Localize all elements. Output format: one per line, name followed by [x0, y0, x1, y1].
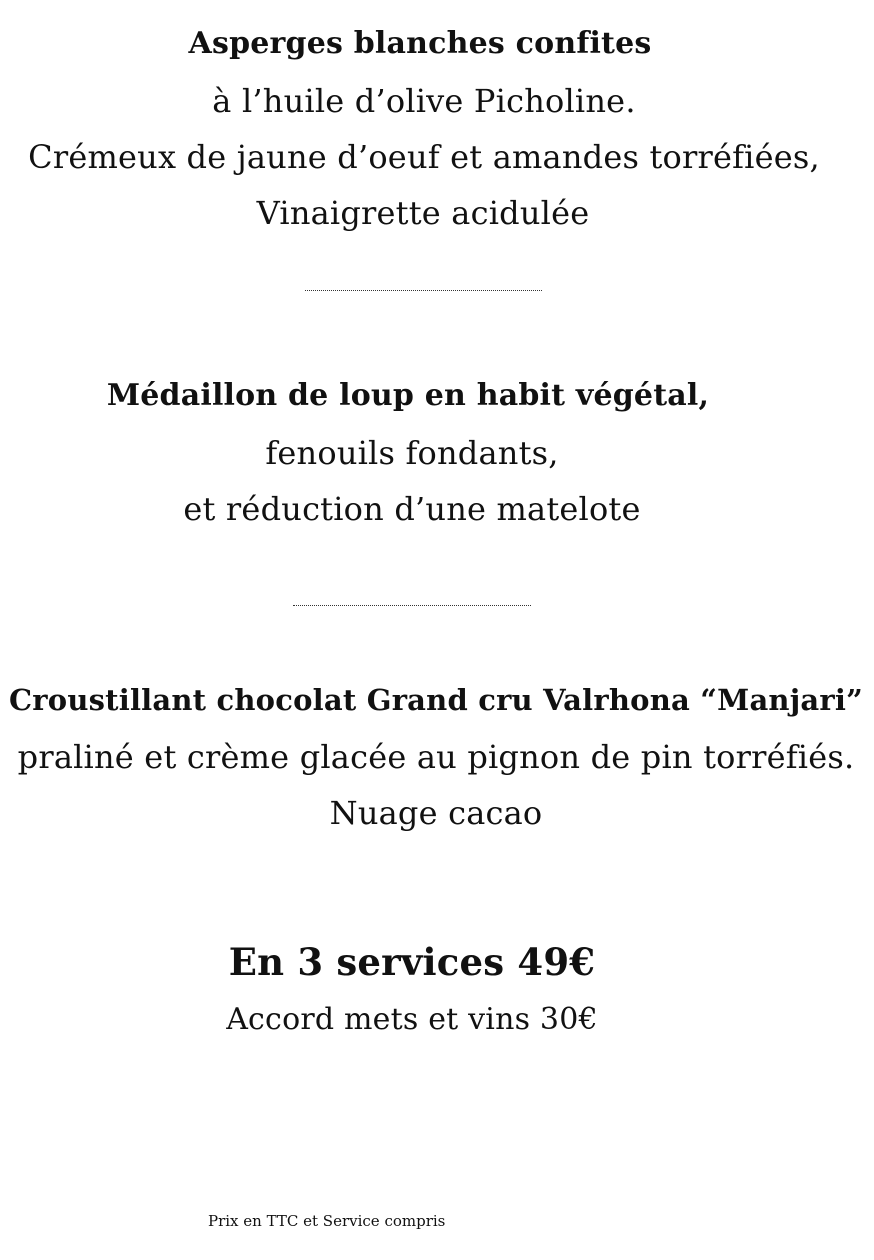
course-1-line-2: Crémeux de jaune d’oeuf et amandes torréfiées, [28, 138, 820, 176]
separator-dots [305, 290, 542, 291]
course-1-line-1: à l’huile d’olive Picholine. [212, 82, 636, 120]
course-3-line-2: Nuage cacao [329, 794, 543, 832]
course-1-line-3: Vinaigrette acidulée [256, 194, 590, 232]
separator-dots [293, 605, 531, 606]
course-1-title: Asperges blanches confites [188, 26, 652, 61]
course-2-line-1: fenouils fondants, [265, 434, 559, 472]
course-3-line-1: praliné et crème glacée au pignon de pin torréfiés. [17, 738, 855, 776]
price-title: En 3 services 49€ [228, 940, 596, 984]
price-subtitle: Accord mets et vins 30€ [226, 1002, 598, 1037]
footer-note: Prix en TTC et Service compris [208, 1212, 446, 1230]
course-2-line-2: et réduction d’une matelote [183, 490, 641, 528]
course-3-title: Croustillant chocolat Grand cru Valrhona “Manjari” [9, 683, 863, 717]
course-2-title: Médaillon de loup en habit végétal, [106, 378, 710, 413]
